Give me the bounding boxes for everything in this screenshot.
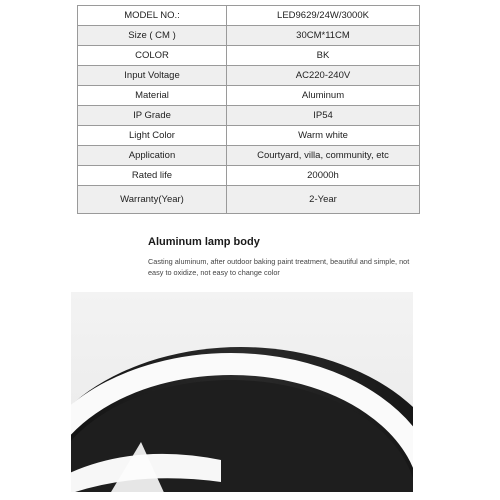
- feature-description: Casting aluminum, after outdoor baking paint treatment, beautiful and simple, not easy to oxidize, not easy to change color: [148, 257, 410, 277]
- spec-label: Input Voltage: [78, 66, 227, 86]
- table-row: [78, 86, 420, 106]
- table-row: [78, 106, 420, 126]
- spec-label: Light Color: [78, 126, 227, 146]
- feature-title: Aluminum lamp body: [148, 236, 260, 248]
- lamp-photo: [71, 292, 413, 492]
- spec-value: LED9629/24W/3000K: [227, 6, 420, 26]
- table-row: [78, 6, 420, 26]
- spec-value: 20000h: [227, 166, 420, 186]
- spec-value: AC220-240V: [227, 66, 420, 86]
- table-row: [78, 66, 420, 86]
- table-row: [78, 146, 420, 166]
- spec-value: Warm white: [227, 126, 420, 146]
- spec-table: [77, 5, 420, 214]
- table-row: [78, 126, 420, 146]
- spec-label: Warranty(Year): [78, 186, 227, 214]
- spec-value: Courtyard, villa, community, etc: [227, 146, 420, 166]
- spec-label: Application: [78, 146, 227, 166]
- table-row: [78, 46, 420, 66]
- spec-label: COLOR: [78, 46, 227, 66]
- table-row: [78, 186, 420, 214]
- lamp-illustration: [71, 292, 413, 492]
- spec-value: IP54: [227, 106, 420, 126]
- spec-label: Rated life: [78, 166, 227, 186]
- spec-label: MODEL NO.:: [78, 6, 227, 26]
- spec-value: 30CM*11CM: [227, 26, 420, 46]
- spec-value: BK: [227, 46, 420, 66]
- table-row: [78, 26, 420, 46]
- spec-value: Aluminum: [227, 86, 420, 106]
- spec-value: 2-Year: [227, 186, 420, 214]
- table-row: [78, 166, 420, 186]
- spec-label: Material: [78, 86, 227, 106]
- spec-label: IP Grade: [78, 106, 227, 126]
- spec-label: Size ( CM ): [78, 26, 227, 46]
